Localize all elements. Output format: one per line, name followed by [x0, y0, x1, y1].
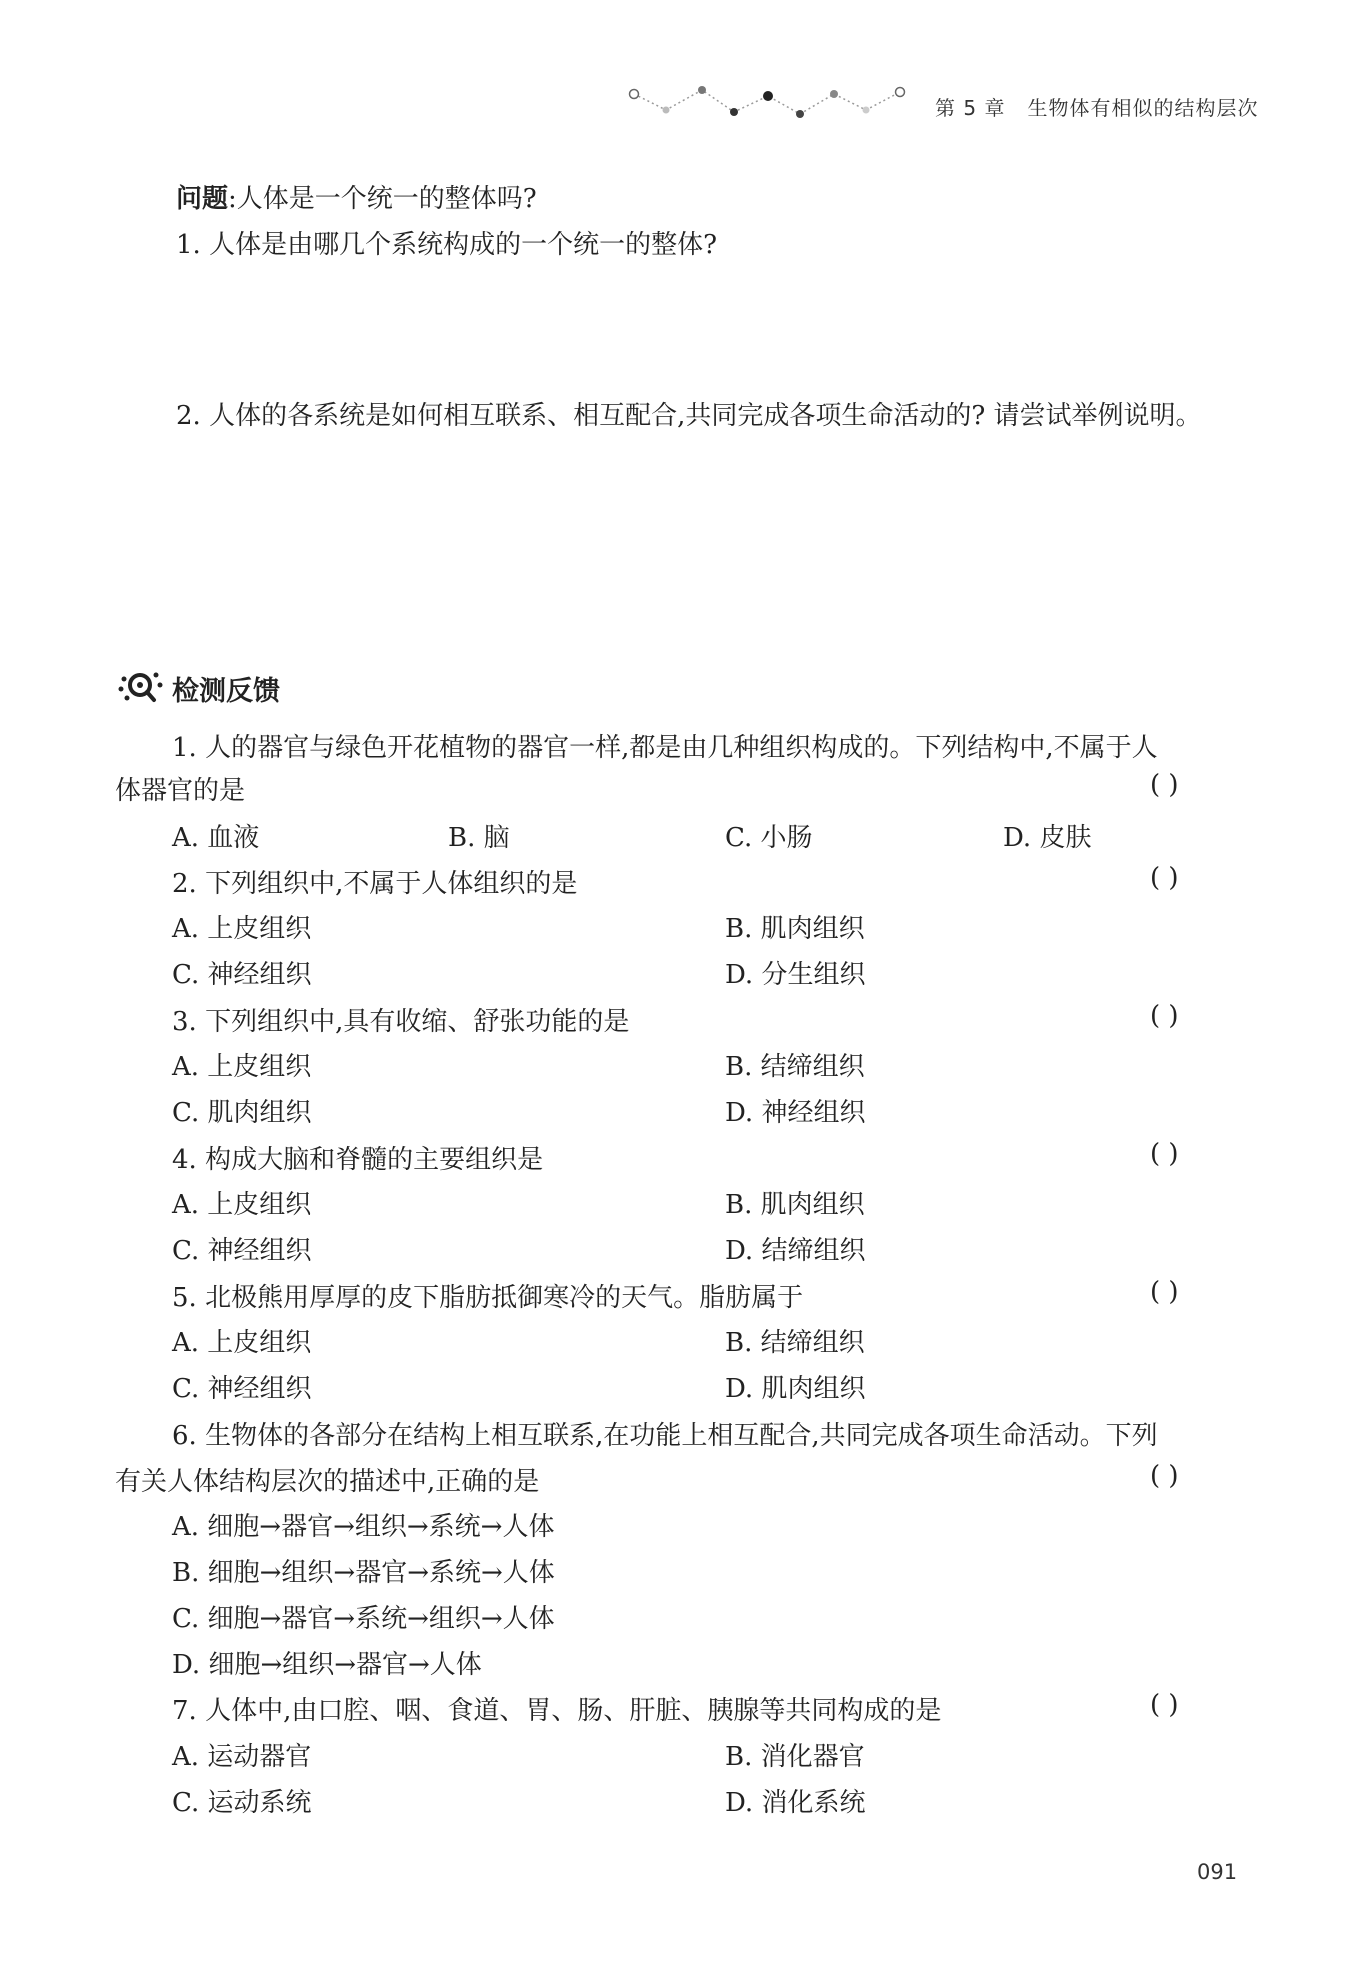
option-b[interactable]: B. 结缔组织 [725, 1052, 865, 1082]
problem-title-text: :人体是一个统一的整体吗? [228, 184, 537, 214]
chapter-title: 生物体有相似的结构层次 [1027, 96, 1259, 120]
answer-blank[interactable]: ( ) [1150, 1139, 1179, 1169]
option-b[interactable]: B. 细胞→组织→器官→系统→人体 [172, 1558, 555, 1588]
question-stem-cont: 有关人体结构层次的描述中,正确的是 [115, 1467, 540, 1497]
question-stem: 6. 生物体的各部分在结构上相互联系,在功能上相互配合,共同完成各项生命活动。下列 [172, 1421, 1158, 1451]
option-c[interactable]: C. 神经组织 [172, 1236, 312, 1266]
problem-question-1: 1. 人体是由哪几个系统构成的一个统一的整体? [176, 230, 718, 260]
question-stem: 5. 北极熊用厚厚的皮下脂肪抵御寒冷的天气。脂肪属于 [172, 1283, 804, 1313]
page-number: 091 [1197, 1860, 1238, 1884]
option-d[interactable]: D. 消化系统 [725, 1788, 866, 1818]
question-stem: 1. 人的器官与绿色开花植物的器官一样,都是由几种组织构成的。下列结构中,不属于人 [172, 733, 1158, 763]
question-stem: 4. 构成大脑和脊髓的主要组织是 [172, 1145, 544, 1175]
dotted-wave-ornament-icon [628, 82, 908, 118]
option-c[interactable]: C. 运动系统 [172, 1788, 312, 1818]
option-c[interactable]: C. 神经组织 [172, 1374, 312, 1404]
option-b[interactable]: B. 肌肉组织 [725, 1190, 865, 1220]
chapter-heading [935, 92, 1258, 121]
option-d[interactable]: D. 结缔组织 [725, 1236, 866, 1266]
option-d[interactable]: D. 神经组织 [725, 1098, 866, 1128]
option-c[interactable]: C. 小肠 [725, 823, 813, 853]
problem-title [176, 178, 537, 215]
option-b[interactable]: B. 消化器官 [725, 1742, 865, 1772]
option-b[interactable]: B. 结缔组织 [725, 1328, 865, 1358]
option-b[interactable]: B. 肌肉组织 [725, 914, 865, 944]
answer-blank[interactable]: ( ) [1150, 1461, 1179, 1491]
option-a[interactable]: A. 上皮组织 [172, 1052, 312, 1082]
option-d[interactable]: D. 肌肉组织 [725, 1374, 866, 1404]
chapter-number: 第 5 章 [935, 96, 1006, 120]
question-stem: 3. 下列组织中,具有收缩、舒张功能的是 [172, 1007, 630, 1037]
option-a[interactable]: A. 上皮组织 [172, 1190, 312, 1220]
option-d[interactable]: D. 细胞→组织→器官→人体 [172, 1650, 482, 1680]
option-d[interactable]: D. 皮肤 [1003, 823, 1092, 853]
option-a[interactable]: A. 运动器官 [172, 1742, 312, 1772]
question-stem-cont: 体器官的是 [115, 776, 246, 806]
option-a[interactable]: A. 血液 [172, 823, 260, 853]
section-title: 检测反馈 [172, 676, 280, 707]
answer-blank[interactable]: ( ) [1150, 770, 1179, 800]
problem-label: 问题 [176, 184, 229, 214]
answer-blank[interactable]: ( ) [1150, 863, 1179, 893]
answer-blank[interactable]: ( ) [1150, 1001, 1179, 1031]
option-a[interactable]: A. 细胞→器官→组织→系统→人体 [172, 1512, 555, 1542]
option-c[interactable]: C. 肌肉组织 [172, 1098, 312, 1128]
question-stem: 7. 人体中,由口腔、咽、食道、胃、肠、肝脏、胰腺等共同构成的是 [172, 1696, 942, 1726]
problem-question-2: 2. 人体的各系统是如何相互联系、相互配合,共同完成各项生命活动的? 请尝试举例说明。 [176, 401, 1202, 431]
option-a[interactable]: A. 上皮组织 [172, 1328, 312, 1358]
answer-blank[interactable]: ( ) [1150, 1690, 1179, 1720]
option-c[interactable]: C. 细胞→器官→系统→组织→人体 [172, 1604, 555, 1634]
option-a[interactable]: A. 上皮组织 [172, 914, 312, 944]
magnifier-sun-icon [116, 667, 164, 707]
option-d[interactable]: D. 分生组织 [725, 960, 866, 990]
answer-blank[interactable]: ( ) [1150, 1277, 1179, 1307]
option-b[interactable]: B. 脑 [448, 823, 510, 853]
question-stem: 2. 下列组织中,不属于人体组织的是 [172, 869, 578, 899]
running-header [0, 80, 1350, 120]
option-c[interactable]: C. 神经组织 [172, 960, 312, 990]
